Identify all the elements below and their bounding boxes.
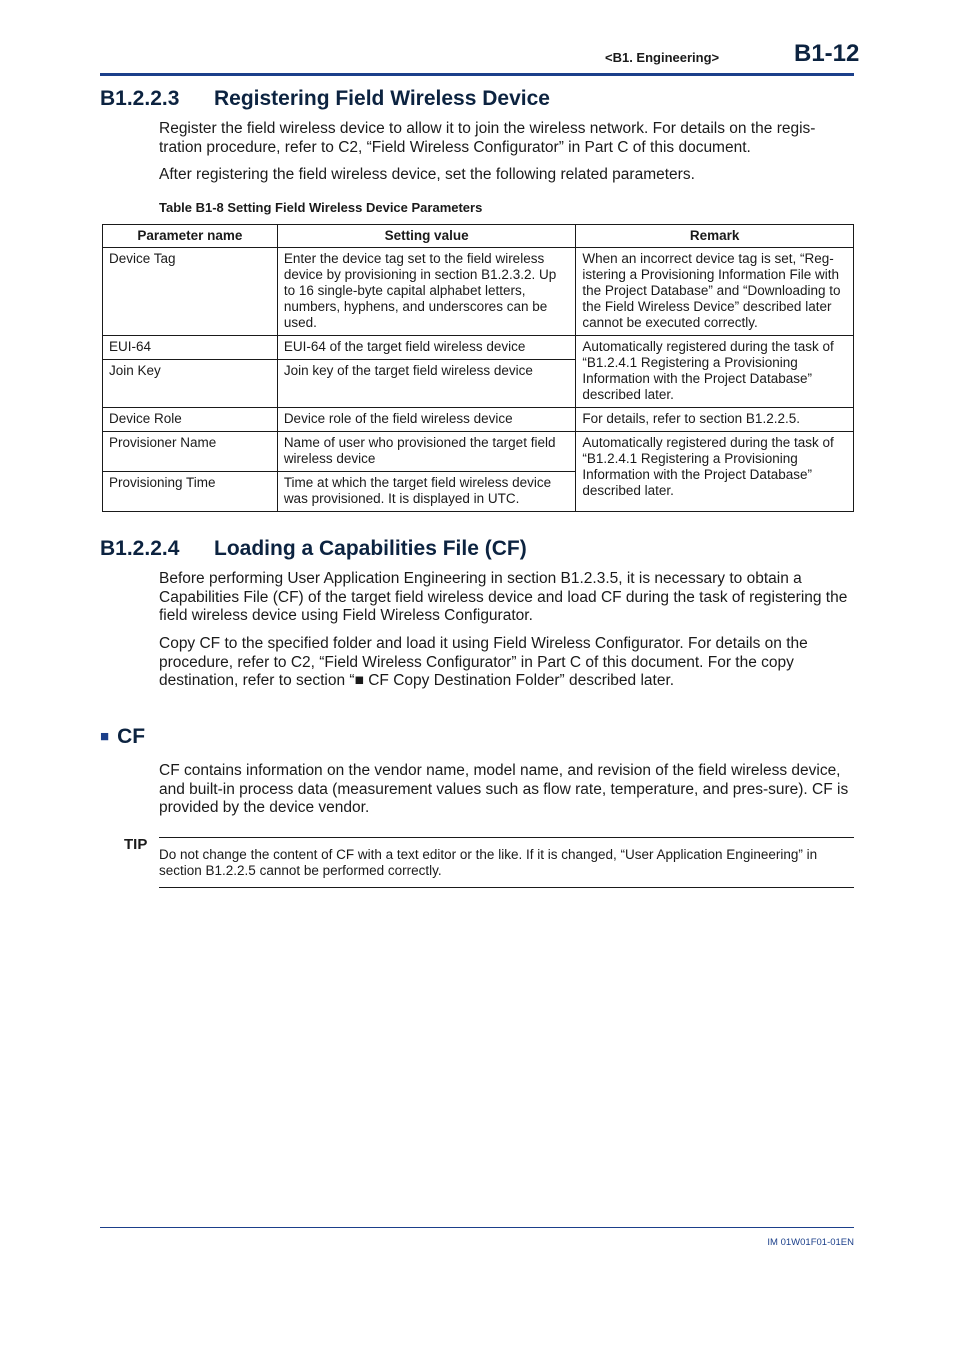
- column-header: Remark: [576, 225, 854, 248]
- paragraph: CF contains information on the vendor name, model name, and revision of the field wireless device, and built-in process data (measurement values such as flow rate, temperature, and pres-sure). CF is provided by the device vendor.: [159, 762, 849, 816]
- table-row: [103, 432, 854, 472]
- parameters-table: [102, 224, 854, 512]
- document-id: IM 01W01F01-01EN: [767, 1237, 854, 1248]
- subsection-heading-cf: [100, 725, 145, 749]
- paragraph: Copy CF to the specified folder and load it using Field Wireless Configurator. For details on the procedure, refer to C2, “Field Wireless Configurator” in Part C of this document. For the copy destination, refer to section “■ CF Copy Destination Folder” described later.: [159, 635, 808, 689]
- table-row: [103, 408, 854, 432]
- table-cell: Join key of the target field wireless device: [277, 360, 576, 408]
- table-cell: Device Role: [103, 408, 278, 432]
- table-cell: Device Tag: [103, 248, 278, 336]
- section-number: B1.2.2.3: [100, 87, 180, 110]
- table-cell: Provisioning Time: [103, 472, 278, 512]
- table-cell: Device role of the field wireless device: [277, 408, 576, 432]
- subsection-title: CF: [117, 725, 146, 748]
- section-heading-b1224: [100, 537, 527, 561]
- tip-text: Do not change the content of CF with a text editor or the like. If it is changed, “User Application Engineering” in section B1.2.2.5 cannot be performed correctly.: [159, 847, 818, 878]
- table-cell: EUI-64 of the target field wireless device: [277, 336, 576, 360]
- tip-label: TIP: [124, 836, 148, 853]
- square-bullet-icon: ■: [100, 728, 110, 745]
- section-title: Loading a Capabilities File (CF): [214, 537, 527, 560]
- paragraph: Before performing User Application Engineering in section B1.2.3.5, it is necessary to obtain a Capabilities File (CF) of the target field wireless device and load CF during the task of registering the field wireless device using Field Wireless Configurator.: [159, 570, 848, 624]
- table-row: [103, 336, 854, 360]
- tip-bottom-rule: [159, 887, 854, 888]
- table-cell: When an incorrect device tag is set, “Reg-istering a Provisioning Information File with the Project Database” and “Downloading to the Field Wireless Device” described later cannot be executed correctly.: [576, 248, 854, 336]
- paragraph: Register the field wireless device to allow it to join the wireless network. For details on the regis-tration procedure, refer to C2, “Field Wireless Configurator” in Part C of this document.: [159, 120, 816, 156]
- column-header: Parameter name: [103, 225, 278, 248]
- header-rule: [100, 73, 854, 76]
- header-section-label: <B1. Engineering>: [605, 50, 720, 65]
- table-caption: Table B1-8 Setting Field Wireless Device Parameters: [159, 200, 483, 215]
- table-cell: Enter the device tag set to the field wireless device by provisioning in section B1.2.3.2. Up to 16 single-byte capital alphabet letters, numbers, hyphens, and underscores can be used.: [277, 248, 576, 336]
- section-title: Registering Field Wireless Device: [214, 87, 550, 110]
- page-number: B1-12: [794, 40, 860, 67]
- tip-top-rule: [159, 837, 854, 838]
- table-cell: Join Key: [103, 360, 278, 408]
- section-heading-b1223: [100, 87, 550, 111]
- table-cell: Automatically registered during the task of “B1.2.4.1 Registering a Provisioning Information with the Project Database” described later.: [576, 432, 854, 512]
- table-cell: Time at which the target field wireless device was provisioned. It is displayed in UTC.: [277, 472, 576, 512]
- table-row: [103, 248, 854, 336]
- table-cell: For details, refer to section B1.2.2.5.: [576, 408, 854, 432]
- table-cell: Provisioner Name: [103, 432, 278, 472]
- table-cell: Automatically registered during the task of “B1.2.4.1 Registering a Provisioning Information with the Project Database” described later.: [576, 336, 854, 408]
- table-cell: EUI-64: [103, 336, 278, 360]
- column-header: Setting value: [277, 225, 576, 248]
- table-header-row: [103, 225, 854, 248]
- section-number: B1.2.2.4: [100, 537, 180, 560]
- footer-rule: [100, 1227, 854, 1228]
- table-cell: Name of user who provisioned the target field wireless device: [277, 432, 576, 472]
- paragraph: After registering the field wireless device, set the following related parameters.: [159, 166, 695, 183]
